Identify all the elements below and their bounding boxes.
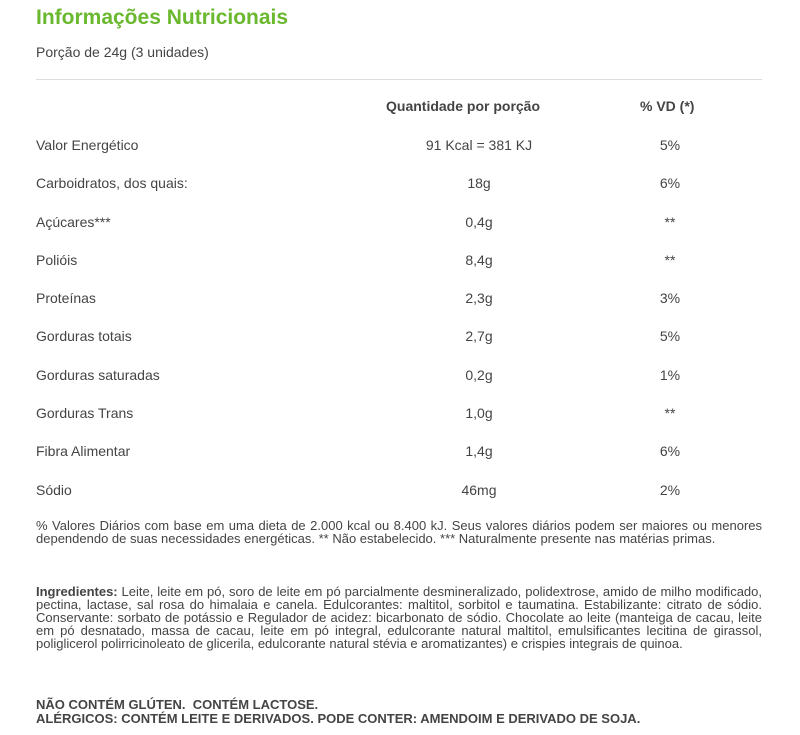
nutrition-table xyxy=(0,128,800,511)
nutrient-daily-value: ** xyxy=(664,213,676,230)
table-row xyxy=(0,166,800,204)
table-row xyxy=(0,396,800,434)
nutrient-name: Açúcares*** xyxy=(36,213,111,230)
nutrient-quantity: 91 Kcal = 381 KJ xyxy=(425,137,533,153)
daily-value-footnote: % Valores Diários com base em uma dieta de 2.000 kcal ou 8.400 kJ. Seus valores diários podem ser maiores ou menores dependendo de suas necessidades energéticas. ** Não estabelecido. *** Naturalmente presente nas matérias primas. xyxy=(36,518,762,546)
ingredients-text: Leite, leite em pó, soro de leite em pó parcialmente desmineralizado, polidextrose, amido de milho modificado, pectina, lactase, sal rosa do himalaia e canela. Edulcorantes: maltitol, sorbitol e taumatina. Estabilizante: citrato de sódio. Conservante: sorbato de potássio e Regulador de acidez: bicarbonato de sódio. Chocolate ao leite (manteiga de cacau, leite em pó desnatado, massa de cacau, leite em pó integral, edulcorante natural maltitol, emulsificantes lecitina de girassol, poliglicerol polirricinoleato de glicerila, edulcorante natural stévia e aromatizantes) e crispies integrais de quinoa. xyxy=(36,584,762,651)
nutrient-quantity: 2,7g xyxy=(465,328,493,345)
nutrient-quantity: 8,4g xyxy=(465,251,493,268)
nutrient-daily-value: 5% xyxy=(659,328,681,345)
nutrient-name: Fibra Alimentar xyxy=(36,443,131,460)
header-daily-value: % VD (*) xyxy=(640,98,695,114)
nutrient-daily-value: 6% xyxy=(659,443,681,460)
table-row xyxy=(0,128,800,166)
gluten-lactose-notice: NÃO CONTÉM GLÚTEN. CONTÉM LACTOSE. xyxy=(36,697,319,712)
nutrient-quantity: 0,2g xyxy=(465,366,493,383)
nutrient-quantity: 0,4g xyxy=(465,213,493,230)
allergen-notice: ALÉRGICOS: CONTÉM LEITE E DERIVADOS. PODE CONTER: AMENDOIM E DERIVADO DE SOJA. xyxy=(36,711,641,726)
nutrient-quantity: 18g xyxy=(467,175,491,192)
table-row xyxy=(0,281,800,319)
nutrient-daily-value: 6% xyxy=(659,175,681,192)
nutrient-daily-value: 5% xyxy=(659,137,681,153)
header-quantity: Quantidade por porção xyxy=(386,98,541,114)
nutrient-name: Proteínas xyxy=(36,290,96,307)
nutrient-daily-value: 1% xyxy=(659,366,681,383)
nutrient-quantity: 1,4g xyxy=(465,443,493,460)
nutrient-daily-value: ** xyxy=(664,405,676,422)
table-row xyxy=(0,319,800,357)
allergen-warnings xyxy=(36,698,776,726)
nutrient-name: Gorduras Trans xyxy=(36,405,134,422)
nutrient-quantity: 46mg xyxy=(461,481,497,498)
table-row xyxy=(0,434,800,472)
divider xyxy=(36,79,762,80)
nutrient-name: Sódio xyxy=(36,481,72,498)
nutrient-daily-value: 2% xyxy=(659,481,681,498)
nutrient-name: Polióis xyxy=(36,251,78,268)
nutrient-quantity: 2,3g xyxy=(465,290,493,307)
table-row xyxy=(0,473,800,511)
nutrient-name: Carboidratos, dos quais: xyxy=(36,175,188,192)
nutrient-name: Valor Energético xyxy=(36,137,139,153)
table-row xyxy=(0,243,800,281)
nutrient-quantity: 1,0g xyxy=(465,405,493,422)
page-title: Informações Nutricionais xyxy=(36,6,289,29)
table-row xyxy=(0,205,800,243)
nutrient-name: Gorduras saturadas xyxy=(36,366,160,383)
table-row xyxy=(0,358,800,396)
ingredients-paragraph xyxy=(36,585,762,650)
nutrient-daily-value: 3% xyxy=(659,290,681,307)
nutrient-name: Gorduras totais xyxy=(36,328,132,345)
nutrient-daily-value: ** xyxy=(664,251,676,268)
ingredients-label: Ingredientes: xyxy=(36,584,118,599)
portion-size: Porção de 24g (3 unidades) xyxy=(36,44,209,60)
